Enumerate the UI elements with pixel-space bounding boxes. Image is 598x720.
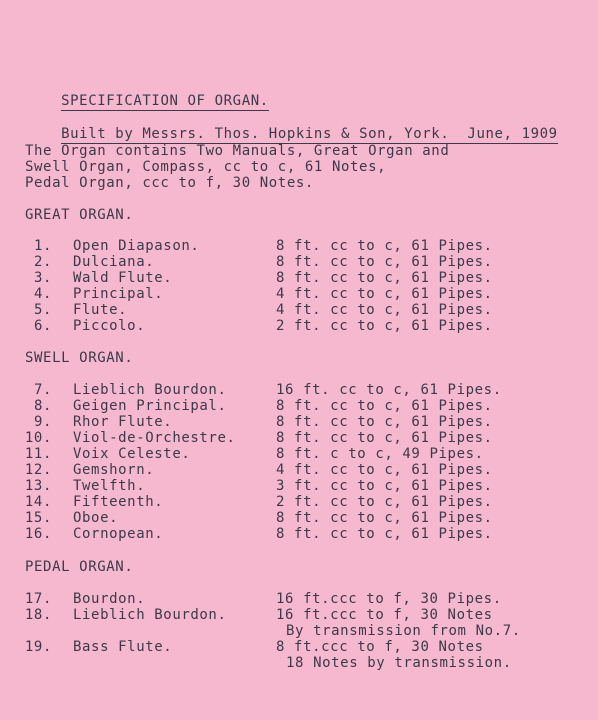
stop-row	[0, 414, 598, 430]
stop-spec: 16 ft. cc to c, 61 Pipes.	[276, 382, 502, 398]
stop-name: Fifteenth.	[73, 494, 164, 510]
stop-note: By transmission from No.7.	[286, 623, 521, 639]
stop-name: Dulciana.	[73, 254, 155, 270]
stop-spec: 4 ft. cc to c, 61 Pipes.	[276, 302, 493, 318]
stop-number: 16.	[24, 526, 52, 542]
stop-spec: 4 ft. cc to c, 61 Pipes.	[276, 286, 493, 302]
stop-row	[0, 639, 598, 655]
stop-name: Bass Flute.	[73, 639, 173, 655]
stop-spec: 8 ft. cc to c, 61 Pipes.	[276, 254, 493, 270]
stop-row	[0, 510, 598, 526]
stop-row	[0, 446, 598, 462]
stop-number: 12.	[24, 462, 52, 478]
stop-name: Lieblich Bourdon.	[73, 607, 227, 623]
stop-name: Principal.	[73, 286, 164, 302]
stop-row	[0, 398, 598, 414]
stop-number: 7.	[33, 382, 52, 398]
stop-number: 5.	[33, 302, 52, 318]
stop-name: Geigen Principal.	[73, 398, 227, 414]
stop-row	[0, 302, 598, 318]
stop-number: 3.	[33, 270, 52, 286]
intro-line: The Organ contains Two Manuals, Great Organ and	[25, 143, 450, 159]
stop-row	[0, 478, 598, 494]
stop-name: Piccolo.	[73, 318, 146, 334]
stop-spec: 8 ft. cc to c, 61 Pipes.	[276, 414, 493, 430]
stop-number: 2.	[33, 254, 52, 270]
section-heading-great: GREAT ORGAN.	[25, 207, 134, 223]
stop-spec: 4 ft. cc to c, 61 Pipes.	[276, 462, 493, 478]
stop-number: 6.	[33, 318, 52, 334]
stop-name: Wald Flute.	[73, 270, 173, 286]
stop-row	[0, 526, 598, 542]
intro-line: Pedal Organ, ccc to f, 30 Notes.	[25, 175, 314, 191]
stop-row	[0, 238, 598, 254]
stop-number: 9.	[33, 414, 52, 430]
stop-spec: 8 ft. cc to c, 61 Pipes.	[276, 510, 493, 526]
stop-spec: 8 ft.ccc to f, 30 Notes	[276, 639, 484, 655]
stop-row	[0, 430, 598, 446]
stop-row	[0, 318, 598, 334]
stop-name: Voix Celeste.	[73, 446, 191, 462]
stop-name: Gemshorn.	[73, 462, 155, 478]
stop-number: 11.	[24, 446, 52, 462]
stop-spec: 8 ft. cc to c, 61 Pipes.	[276, 430, 493, 446]
section-heading-swell: SWELL ORGAN.	[25, 350, 134, 366]
stop-name: Open Diapason.	[73, 238, 200, 254]
stop-spec: 2 ft. cc to c, 61 Pipes.	[276, 494, 493, 510]
stop-row	[0, 286, 598, 302]
stop-spec: 8 ft. cc to c, 61 Pipes.	[276, 270, 493, 286]
stop-name: Flute.	[73, 302, 128, 318]
stop-number: 8.	[33, 398, 52, 414]
stop-number: 1.	[33, 238, 52, 254]
stop-name: Viol-de-Orchestre.	[73, 430, 236, 446]
stop-name: Oboe.	[73, 510, 119, 526]
stop-row	[0, 254, 598, 270]
stop-note-row	[0, 655, 598, 671]
stop-row	[0, 591, 598, 607]
intro-line: Swell Organ, Compass, cc to c, 61 Notes,	[25, 159, 387, 175]
stop-spec: 8 ft. c to c, 49 Pipes.	[276, 446, 484, 462]
stop-spec: 8 ft. cc to c, 61 Pipes.	[276, 526, 493, 542]
stop-note: 18 Notes by transmission.	[286, 655, 512, 671]
stop-name: Rhor Flute.	[73, 414, 173, 430]
section-heading-pedal: PEDAL ORGAN.	[25, 559, 134, 575]
stop-name: Bourdon.	[73, 591, 146, 607]
stop-row	[0, 494, 598, 510]
stop-spec: 8 ft. cc to c, 61 Pipes.	[276, 398, 493, 414]
stop-row	[0, 607, 598, 623]
stop-number: 10.	[24, 430, 52, 446]
stop-name: Twelfth.	[73, 478, 146, 494]
stop-note-row	[0, 623, 598, 639]
stop-spec: 3 ft. cc to c, 61 Pipes.	[276, 478, 493, 494]
stop-row	[0, 462, 598, 478]
stop-spec: 16 ft.ccc to f, 30 Pipes.	[276, 591, 502, 607]
stop-number: 17.	[24, 591, 52, 607]
stop-number: 14.	[24, 494, 52, 510]
stop-number: 4.	[33, 286, 52, 302]
stop-row	[0, 270, 598, 286]
stop-name: Cornopean.	[73, 526, 164, 542]
stop-name: Lieblich Bourdon.	[73, 382, 227, 398]
stop-spec: 8 ft. cc to c, 61 Pipes.	[276, 238, 493, 254]
builder-line: Built by Messrs. Thos. Hopkins & Son, York. June, 1909	[61, 126, 558, 142]
stop-row	[0, 382, 598, 398]
stop-number: 13.	[24, 478, 52, 494]
stop-spec: 16 ft.ccc to f, 30 Notes	[276, 607, 493, 623]
stop-spec: 2 ft. cc to c, 61 Pipes.	[276, 318, 493, 334]
stop-number: 15.	[24, 510, 52, 526]
stop-number: 18.	[24, 607, 52, 623]
document-title: SPECIFICATION OF ORGAN.	[61, 93, 269, 109]
stop-number: 19.	[24, 639, 52, 655]
